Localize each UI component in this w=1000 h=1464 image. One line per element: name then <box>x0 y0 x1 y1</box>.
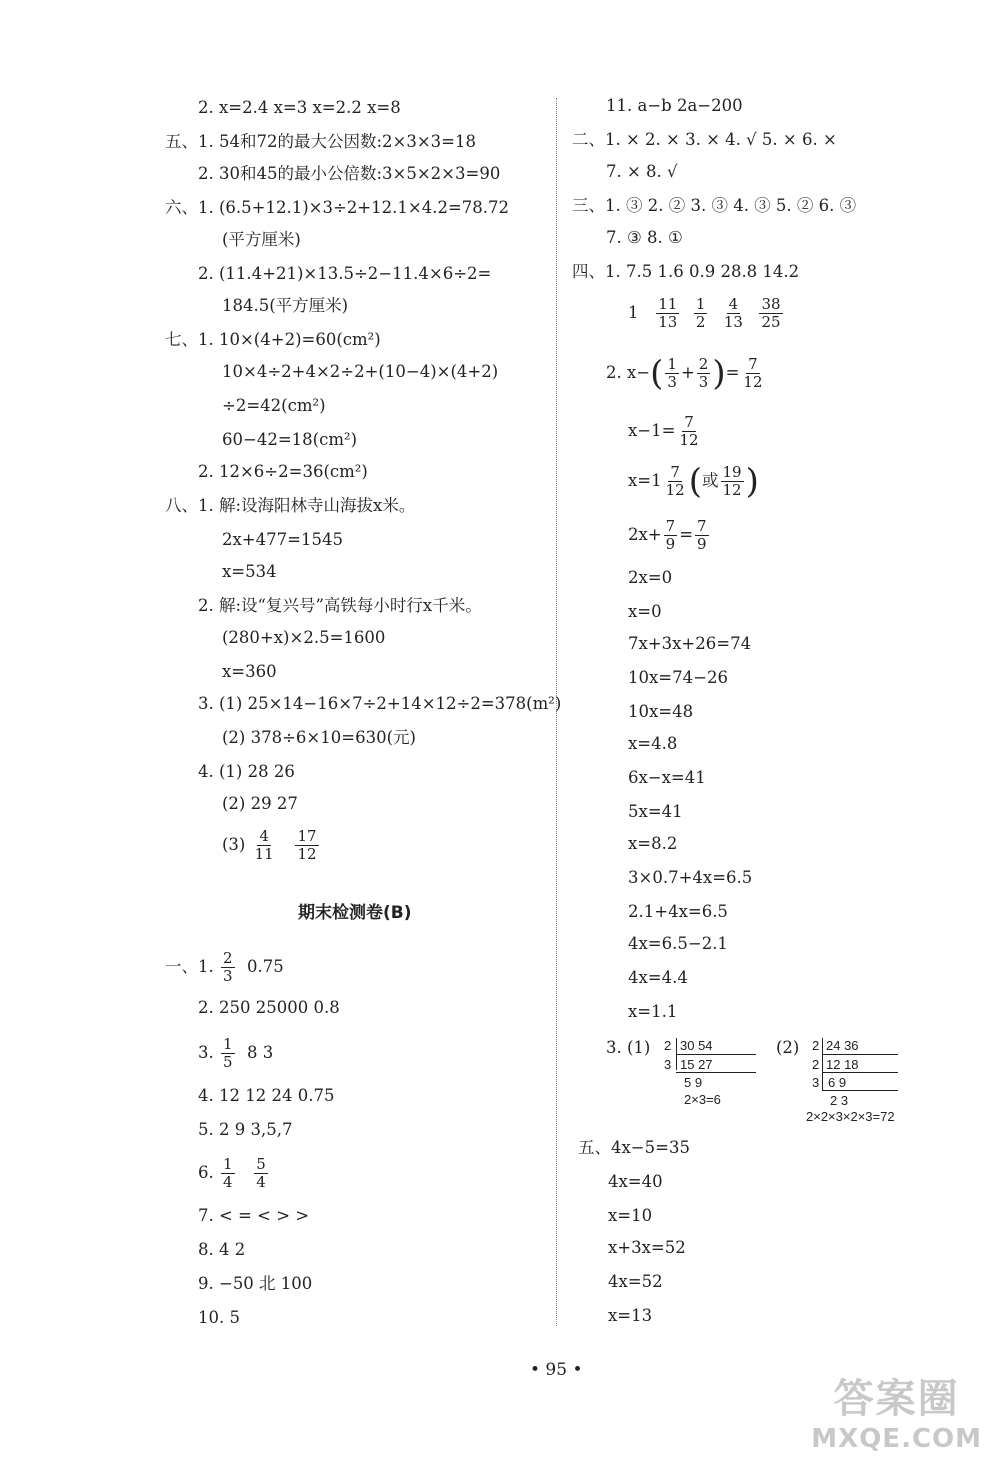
denominator: 3 <box>223 967 233 985</box>
answer-line: x=10 <box>608 1206 653 1225</box>
answer-line: 184.5(平方厘米) <box>222 296 349 315</box>
answer-line: 2. 解:设“复兴号”高铁每小时行x千米。 <box>198 596 482 615</box>
page-number: • 95 • <box>530 1360 583 1380</box>
answer-line: 5x=41 <box>628 802 683 821</box>
quotient-row: 2 3 <box>830 1093 849 1108</box>
answer-line: 4. 12 12 24 0.75 <box>198 1086 335 1105</box>
fraction <box>759 296 782 331</box>
answer-line: (280+x)×2.5=1600 <box>222 628 386 647</box>
fraction <box>694 296 708 331</box>
answer-line <box>165 950 284 985</box>
answer-line: 2.1+4x=6.5 <box>628 902 728 921</box>
denominator: 5 <box>223 1053 233 1071</box>
divisor: 2 <box>812 1038 820 1053</box>
division-line <box>822 1054 898 1055</box>
answer-line: 7. < = < > > <box>198 1206 310 1225</box>
answer-line: 2x=0 <box>628 568 673 587</box>
denominator: 12 <box>679 431 699 449</box>
numerator: 17 <box>297 827 317 845</box>
right-paren: ) <box>712 353 726 394</box>
denominator: 4 <box>256 1173 266 1191</box>
result: 2×2×3×2×3=72 <box>806 1109 895 1124</box>
answer-line: 2. 250 25000 0.8 <box>198 998 340 1017</box>
fraction <box>697 356 711 391</box>
fraction <box>221 1036 235 1071</box>
numerator: 4 <box>259 827 269 845</box>
answer-line: 10×4÷2+4×2÷2+(10−4)×(4+2) <box>222 362 499 381</box>
division-line <box>822 1072 898 1073</box>
numerator: 38 <box>761 295 781 313</box>
answer-line: 五、1. 54和72的最大公因数:2×3×3=18 <box>165 132 477 151</box>
denominator: 13 <box>658 313 678 331</box>
fraction <box>656 296 679 331</box>
answer-line: x=8.2 <box>628 834 678 853</box>
denominator: 3 <box>667 373 677 391</box>
fraction <box>221 1156 235 1191</box>
dividend-row: 6 9 <box>828 1075 847 1090</box>
answer-line: 七、1. 10×(4+2)=60(cm²) <box>165 330 381 349</box>
answer-line: 2. x=2.4 x=3 x=2.2 x=8 <box>198 98 401 117</box>
left-paren: ( <box>688 461 702 502</box>
answer-line: 11. a−b 2a−200 <box>606 96 743 115</box>
answer-line: 8. 4 2 <box>198 1240 246 1259</box>
numerator: 2 <box>223 949 233 967</box>
answer-label: 3. (1) <box>606 1038 651 1057</box>
left-paren: ( <box>650 353 664 394</box>
denominator: 12 <box>743 373 763 391</box>
answer-line: x=1.1 <box>628 1002 678 1021</box>
fraction <box>295 828 318 863</box>
answer-line <box>198 1036 273 1071</box>
numerator: 7 <box>697 517 707 535</box>
fraction <box>677 414 700 449</box>
denominator: 25 <box>761 313 781 331</box>
answer-line: ÷2=42(cm²) <box>222 396 326 415</box>
fraction <box>254 1156 268 1191</box>
division-line <box>822 1090 898 1091</box>
denominator: 12 <box>722 481 742 499</box>
answer-line: 3. (1) 25×14−16×7÷2+14×12÷2=378(m²) <box>198 694 562 713</box>
answer-line: 八、1. 解:设海阳林寺山海拔x米。 <box>165 496 416 515</box>
answer-line: 四、1. 7.5 1.6 0.9 28.8 14.2 <box>572 262 800 281</box>
denominator: 2 <box>695 313 706 331</box>
numerator: 1 <box>223 1035 233 1053</box>
numerator: 4 <box>728 295 739 313</box>
answer-line: 五、4x−5=35 <box>578 1138 690 1157</box>
quotient-row: 5 9 <box>684 1075 703 1090</box>
answer-line: 6x−x=41 <box>628 768 706 787</box>
answer-text: 2. x− <box>606 363 651 382</box>
fraction <box>253 828 276 863</box>
answer-line: 2. (11.4+21)×13.5÷2−11.4×6÷2= <box>198 264 492 283</box>
answer-line: 10x=74−26 <box>628 668 728 687</box>
watermark-url: MXQE.COM <box>811 1424 982 1454</box>
answer-line <box>198 1156 270 1191</box>
operator: = <box>679 525 694 544</box>
divisor: 3 <box>664 1057 672 1072</box>
dividend-row: 15 27 <box>680 1057 713 1072</box>
answer-line: 10x=48 <box>628 702 694 721</box>
answer-line: 4. (1) 28 26 <box>198 762 295 781</box>
denominator: 9 <box>697 535 707 553</box>
watermark-text: 答案圈 <box>833 1376 960 1422</box>
answer-label: 6. <box>198 1163 214 1182</box>
numerator: 1 <box>223 1155 233 1173</box>
denominator: 13 <box>723 313 743 331</box>
numerator: 19 <box>722 463 742 481</box>
denominator: 11 <box>254 845 274 863</box>
answer-line: x=4.8 <box>628 734 678 753</box>
answer-line <box>628 461 759 502</box>
answer-line: 三、1. ③ 2. ② 3. ③ 4. ③ 5. ② 6. ③ <box>572 196 857 215</box>
answer-text: x=1 <box>628 471 662 490</box>
answer-text: 8 3 <box>247 1043 274 1062</box>
division-bar <box>822 1038 823 1090</box>
answer-line <box>628 296 785 331</box>
answer-line: 3×0.7+4x=6.5 <box>628 868 753 887</box>
answer-line: 4x=4.4 <box>628 968 688 987</box>
answer-label: 3. <box>198 1043 214 1062</box>
answer-label: (3) <box>222 835 246 854</box>
answer-line <box>628 414 703 449</box>
answer-line: 7. ③ 8. ① <box>606 228 683 247</box>
numerator: 2 <box>698 355 709 373</box>
answer-line: 4x=6.5−2.1 <box>628 934 728 953</box>
divisor: 3 <box>812 1075 820 1090</box>
answer-line: 2x+477=1545 <box>222 530 343 549</box>
answer-line: x=13 <box>608 1306 653 1325</box>
answer-line <box>628 518 711 553</box>
answer-line: 4x=40 <box>608 1172 663 1191</box>
answer-label: (2) <box>776 1038 800 1057</box>
answer-line: 六、1. (6.5+12.1)×3÷2+12.1×4.2=78.72 <box>165 198 510 217</box>
denominator: 12 <box>297 845 317 863</box>
answer-line: 7x+3x+26=74 <box>628 634 752 653</box>
answer-line: 2. 12×6÷2=36(cm²) <box>198 462 368 481</box>
dividend-row: 24 36 <box>826 1038 859 1053</box>
answer-line: x=534 <box>222 562 277 581</box>
division-line <box>676 1072 756 1073</box>
numerator: 7 <box>748 355 758 373</box>
section-title: 期末检测卷(B) <box>298 903 412 923</box>
answer-line: 60−42=18(cm²) <box>222 430 358 449</box>
answer-line: 9. −50 北 100 <box>198 1274 313 1293</box>
numerator: 7 <box>665 517 676 535</box>
answer-line: x+3x=52 <box>608 1238 686 1257</box>
operator: + <box>680 363 695 382</box>
answer-line: 4x=52 <box>608 1272 663 1291</box>
fraction <box>722 296 745 331</box>
answer-text: 1 <box>628 303 639 322</box>
answer-line: 7. × 8. √ <box>606 162 678 181</box>
denominator: 4 <box>223 1173 233 1191</box>
answer-line <box>606 353 767 394</box>
fraction <box>695 518 709 553</box>
numerator: 1 <box>695 295 706 313</box>
answer-line: x=360 <box>222 662 277 681</box>
answer-line: 二、1. × 2. × 3. × 4. √ 5. × 6. × <box>572 130 837 149</box>
right-paren: ) <box>745 461 759 502</box>
answer-line: 2. 30和45的最小公倍数:3×5×2×3=90 <box>198 164 501 183</box>
answer-label: 一、1. <box>165 957 214 976</box>
denominator: 9 <box>665 535 676 553</box>
division-line <box>676 1054 756 1055</box>
fraction <box>221 950 235 985</box>
divisor: 2 <box>812 1057 820 1072</box>
dividend-row: 30 54 <box>680 1038 713 1053</box>
answer-line <box>222 828 321 863</box>
answer-line: (平方厘米) <box>222 230 301 249</box>
watermark-logo <box>811 1367 982 1454</box>
answer-line: 10. 5 <box>198 1308 240 1327</box>
numerator: 1 <box>667 355 677 373</box>
denominator: 3 <box>698 373 709 391</box>
answer-line: x=0 <box>628 602 662 621</box>
answer-text: 或 <box>702 471 719 490</box>
operator: = <box>725 363 740 382</box>
answer-line: 5. 2 9 3,5,7 <box>198 1120 293 1139</box>
answer-text: 0.75 <box>247 957 284 976</box>
fraction <box>665 356 679 391</box>
numerator: 7 <box>684 413 694 431</box>
fraction <box>664 518 678 553</box>
numerator: 5 <box>256 1155 266 1173</box>
numerator: 7 <box>670 463 680 481</box>
numerator: 11 <box>658 295 678 313</box>
answer-text: x−1= <box>628 421 676 440</box>
divisor: 2 <box>664 1038 672 1053</box>
answer-text: 2x+ <box>628 525 662 544</box>
answer-line: (2) 378÷6×10=630(元) <box>222 728 416 747</box>
fraction <box>741 356 764 391</box>
fraction <box>721 464 744 499</box>
fraction <box>664 464 687 499</box>
denominator: 12 <box>665 481 685 499</box>
result: 2×3=6 <box>684 1092 721 1107</box>
dividend-row: 12 18 <box>826 1057 859 1072</box>
answer-line: (2) 29 27 <box>222 794 298 813</box>
